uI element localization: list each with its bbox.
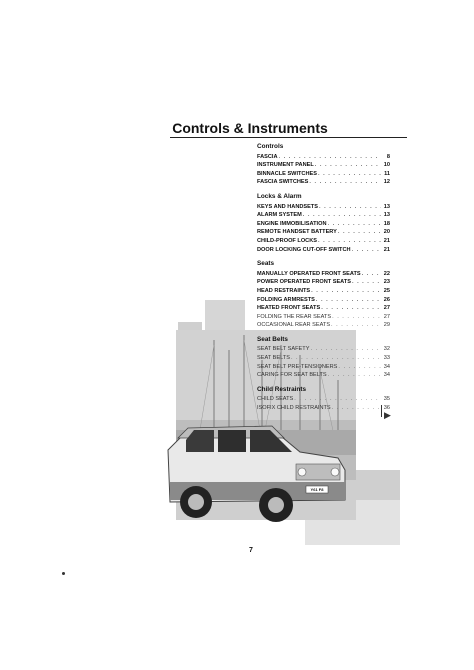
toc-leader-dots	[315, 161, 381, 170]
toc-entry[interactable]	[257, 161, 390, 170]
page-tab-arrow-icon: ▶	[384, 410, 391, 420]
toc-section	[257, 143, 390, 187]
toc-entry-label: CHILD SEATS	[257, 396, 294, 403]
toc-leader-dots	[328, 371, 381, 380]
toc-entry-page: 33	[383, 355, 390, 362]
toc-section	[257, 193, 390, 254]
toc-entry[interactable]	[257, 153, 390, 162]
toc-leader-dots	[328, 220, 381, 229]
toc-entry-page: 13	[383, 212, 390, 219]
toc-leader-dots	[311, 287, 381, 296]
toc-entry-page: 11	[384, 170, 390, 177]
toc-entry-label: FOLDING ARMRESTS	[257, 296, 315, 303]
toc-entry[interactable]	[257, 304, 390, 313]
toc-entry-label: REMOTE HANDSET BATTERY	[257, 229, 337, 236]
toc-leader-dots	[318, 237, 381, 246]
toc-entry-label: SEAT BELT SAFETY	[257, 346, 310, 353]
toc-entry[interactable]	[257, 270, 390, 279]
toc-entry[interactable]	[257, 228, 390, 237]
toc-leader-dots	[316, 296, 381, 305]
toc-entry-page: 34	[383, 372, 390, 379]
toc-leader-dots	[352, 278, 381, 287]
toc-entry[interactable]	[257, 170, 390, 179]
footer-dot	[62, 572, 65, 575]
toc-leader-dots	[310, 345, 381, 354]
toc-entry-page: 8	[386, 153, 390, 160]
toc-leader-dots	[331, 321, 381, 330]
toc-entry[interactable]	[257, 211, 390, 220]
number-plate-text: Y61 F8	[310, 487, 324, 492]
toc-leader-dots	[309, 178, 381, 187]
table-of-contents	[257, 143, 390, 419]
tab-rule	[381, 405, 382, 417]
toc-entry-page: 36	[383, 405, 390, 412]
toc-entry-label: DOOR LOCKING CUT-OFF SWITCH	[257, 246, 351, 253]
toc-leader-dots	[362, 270, 381, 279]
toc-entry-label: ISOFIX CHILD RESTRAINTS	[257, 405, 331, 412]
toc-entry-page: 12	[383, 179, 390, 186]
toc-entry-label: CHILD-PROOF LOCKS	[257, 237, 317, 244]
toc-entry[interactable]	[257, 296, 390, 305]
toc-leader-dots	[338, 363, 381, 372]
toc-leader-dots	[279, 153, 381, 162]
toc-section-heading: Controls	[257, 143, 284, 150]
toc-entry-page: 34	[383, 363, 390, 370]
toc-entry-page: 22	[383, 270, 390, 277]
toc-leader-dots	[291, 354, 381, 363]
toc-leader-dots	[332, 313, 381, 322]
toc-entry-label: POWER OPERATED FRONT SEATS	[257, 279, 351, 286]
toc-entry[interactable]	[257, 278, 390, 287]
toc-section-heading: Locks & Alarm	[257, 192, 302, 200]
toc-entry[interactable]	[257, 203, 390, 212]
toc-entry-label: FASCIA	[257, 153, 278, 160]
toc-entry-label: CARING FOR SEAT BELTS	[257, 372, 327, 379]
toc-entry-page: 18	[383, 220, 390, 227]
toc-entry-label: FOLDING THE REAR SEATS	[257, 313, 332, 320]
toc-entry-page: 26	[383, 296, 390, 303]
toc-leader-dots	[303, 211, 381, 220]
toc-entry[interactable]	[257, 395, 390, 404]
toc-leader-dots	[294, 395, 381, 404]
toc-entry-page: 32	[383, 346, 390, 353]
toc-entry[interactable]	[257, 404, 390, 413]
toc-entry-label: INSTRUMENT PANEL	[257, 162, 314, 169]
toc-leader-dots	[338, 228, 381, 237]
toc-entry[interactable]	[257, 371, 390, 380]
toc-entry-page: 23	[383, 279, 390, 286]
toc-entry[interactable]	[257, 220, 390, 229]
toc-entry-label: ALARM SYSTEM	[257, 212, 302, 219]
toc-leader-dots	[321, 304, 381, 313]
toc-section-heading: Seat Belts	[257, 335, 288, 343]
toc-entry-label: MANUALLY OPERATED FRONT SEATS	[257, 270, 361, 277]
toc-entry[interactable]	[257, 287, 390, 296]
toc-entry-page: 21	[383, 246, 390, 253]
toc-leader-dots	[352, 246, 381, 255]
toc-leader-dots	[319, 203, 381, 212]
toc-entry-page: 29	[383, 322, 390, 329]
toc-entry-page: 27	[383, 313, 390, 320]
toc-entry[interactable]	[257, 178, 390, 187]
toc-entry-label: KEYS AND HANDSETS	[257, 203, 319, 210]
toc-section-heading: Seats	[257, 260, 275, 268]
toc-entry-label: FASCIA SWITCHES	[257, 179, 309, 186]
toc-entry[interactable]	[257, 313, 390, 322]
toc-section	[257, 386, 390, 413]
toc-entry[interactable]	[257, 246, 390, 255]
toc-leader-dots	[318, 170, 381, 179]
toc-entry-label: OCCASIONAL REAR SEATS	[257, 322, 331, 329]
toc-entry-label: BINNACLE SWITCHES	[257, 170, 317, 177]
toc-entry-page: 25	[383, 287, 390, 294]
toc-entry-label: SEAT BELTS	[257, 355, 290, 362]
toc-entry-label: HEATED FRONT SEATS	[257, 305, 321, 312]
toc-leader-dots	[332, 404, 381, 413]
toc-entry-page: 10	[383, 162, 390, 169]
toc-entry[interactable]	[257, 321, 390, 330]
toc-entry[interactable]	[257, 354, 390, 363]
toc-section-heading: Child Restraints	[257, 385, 307, 393]
page-title: Controls & Instruments	[172, 120, 328, 136]
toc-entry-label: SEAT BELT PRE-TENSIONERS	[257, 363, 338, 370]
toc-entry[interactable]	[257, 363, 390, 372]
toc-entry-page: 13	[383, 203, 390, 210]
toc-section	[257, 260, 390, 330]
toc-section	[257, 336, 390, 380]
toc-entry-label: ENGINE IMMOBILISATION	[257, 220, 327, 227]
toc-entry-page: 20	[383, 229, 390, 236]
page-number: 7	[249, 547, 253, 554]
toc-entry-page: 27	[383, 305, 390, 312]
toc-entry-page: 21	[383, 237, 390, 244]
toc-entry[interactable]	[257, 345, 390, 354]
toc-entry-page: 35	[383, 396, 390, 403]
toc-entry-label: HEAD RESTRAINTS	[257, 287, 311, 294]
toc-entry[interactable]	[257, 237, 390, 246]
